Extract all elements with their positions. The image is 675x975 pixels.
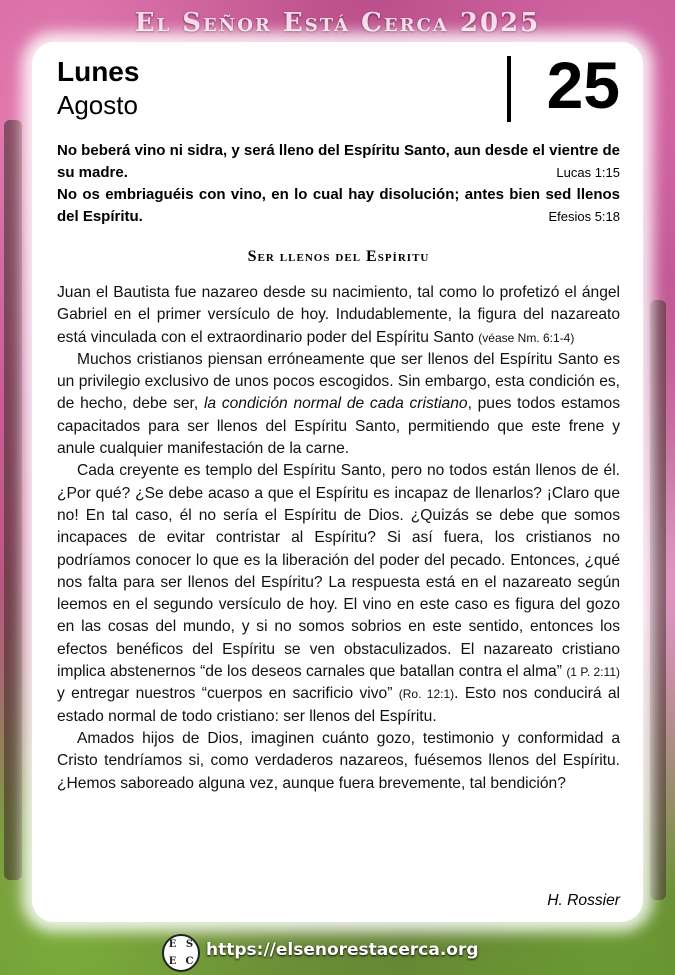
paragraph-text: Cada creyente es templo del Espíritu Santo, pero no todos están llenos de él. ¿Por qué? ¿Se debe acaso a que el Espíritu es incapaz de llenarlos? ¡Claro que no! En tal caso, él no sería el Espíritu de Dios. ¿Quizás se debe que somos incapaces de evitar contristar al Espíritu? Si así fuera, los cristianos no podríamos conocer lo que es la liberación del poder del pecado. Entonces, ¿qué nos falta para ser llenos del Espíritu? La respuesta está en el nazareato según leemos en el segundo versículo de hoy. El vino en este caso es figura del gozo en las cosas del mundo, y si no somos sobrios en este sentido, entonces los efectos benéficos del Espíritu se ven obstaculizados. El nazareato cristiano implica abstenernos “de los deseos carnales que batallan contra el alma”	[57, 462, 620, 681]
paragraph-text: Muchos cristianos piensan erróneamente que ser llenos del Espíritu Santo es un privilegio exclusivo de unos pocos escogidos. Sin embargo, esta condición es, de hecho, debe ser,	[57, 350, 620, 413]
publication-title: El Señor Está Cerca 2025	[134, 8, 541, 38]
paragraph-text: . Esto nos conducirá al estado normal de todo cristiano: ser llenos del Espíritu.	[57, 685, 621, 725]
verse-1	[57, 140, 620, 184]
paragraph-text: y entregar nuestros “cuerpos en sacrificio vivo”	[57, 685, 399, 703]
paragraph-text: , pues todos estamos capacitados para ser llenos del Espíritu Santo, permitiendo que este frene y anule cualquier manifestación de la carne.	[57, 395, 621, 458]
meditation-body	[57, 282, 620, 795]
paragraph-1	[57, 282, 620, 349]
paragraph-text: Juan el Bautista fue nazareo desde su nacimiento, tal como lo profetizó el ángel Gabriel en el primer versículo de hoy. Indudablemente, la figura del nazareato está vinculada con el extraordinario poder del Espíritu Santo	[57, 284, 620, 346]
tree-trunk-left	[4, 120, 22, 880]
verse-text: No beberá vino ni sidra, y será lleno del Espíritu Santo, aun desde el vientre de su madre.	[57, 142, 620, 181]
tree-trunk-right	[650, 300, 666, 900]
logo-letter: C	[185, 956, 194, 967]
section-title: Ser llenos del Espíritu	[247, 248, 430, 265]
devotional-card	[32, 42, 643, 922]
verse-reference: Lucas 1:15	[556, 165, 620, 180]
logo-letter: E	[168, 956, 177, 967]
logo-letter: E	[168, 939, 177, 950]
scripture-reference: (1 P. 2:11)	[566, 665, 620, 680]
paragraph-4: Amados hijos de Dios, imaginen cuánto gozo, testimonio y conformidad a Cristo tendríamos si, como verdaderos nazareos, fuésemos llenos del Espíritu. ¿Hemos saboreado alguna vez, aunque fuera brevemente, tal bendición?	[57, 729, 620, 792]
date-divider	[507, 56, 511, 122]
emphasis-text: la condición normal de cada cristiano	[203, 395, 468, 413]
verse-reference: Efesios 5:18	[548, 209, 620, 224]
scripture-reference: (véase Nm. 6:1-4)	[478, 330, 575, 345]
logo-letter: S	[185, 939, 194, 950]
scripture-reference: (Ro. 12:1)	[398, 687, 455, 702]
author-signature: H. Rossier	[547, 892, 620, 909]
website-link[interactable]: https://elsenorestacerca.org	[206, 940, 479, 960]
publication-logo-icon	[162, 934, 200, 972]
footer	[0, 934, 675, 970]
paragraph-2	[57, 349, 620, 460]
weekday: Lunes	[57, 56, 140, 87]
paragraph-3	[57, 460, 620, 728]
verse-2	[57, 184, 620, 228]
month: Agosto	[57, 90, 138, 120]
key-verses	[57, 140, 620, 228]
verse-text: No os embriaguéis con vino, en lo cual hay disolución; antes bien sed llenos del Espíritu.	[57, 186, 620, 225]
day-number: 25	[546, 48, 620, 122]
